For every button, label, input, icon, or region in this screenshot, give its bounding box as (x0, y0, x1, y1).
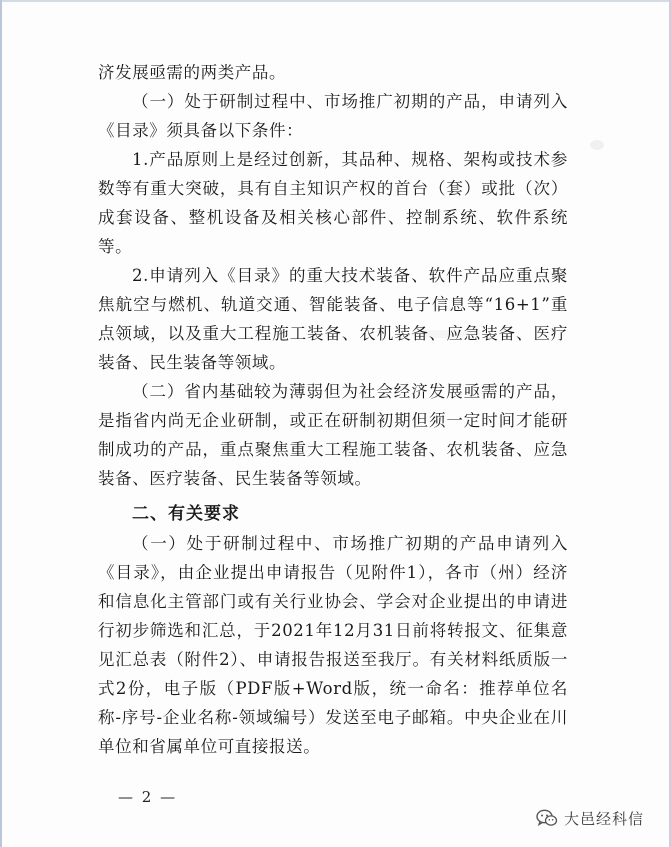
body-paragraph: 济发展亟需的两类产品。 (98, 63, 287, 82)
body-paragraph: （二）省内基础较为薄弱但为社会经济发展亟需的产品，是指省内尚无企业研制，或正在研制初期但须一定时间才能研制成功的产品，重点聚焦重大工程施工装备、农机装备、应急装备、医疗装备、民生装备等领域。 (98, 382, 568, 488)
body-paragraph: 2.申请列入《目录》的重大技术装备、软件产品应重点聚焦航空与燃机、轨道交通、智能装备、电子信息等“16+1”重点领域，以及重大工程施工装备、农机装备、应急装备、医疗装备、民生装备等领域。 (98, 266, 568, 372)
watermark-label: 大邑经科信 (564, 809, 645, 828)
body-paragraph: （一）处于研制过程中、市场推广初期的产品申请列入《目录》，由企业提出申请报告（见附件1），各市（州）经济和信息化主管部门或有关行业协会、学会对企业提出的申请进行初步筛选和汇总，于2021年12月31日前将转报文、征集意见汇总表（附件2）、申请报告报送至我厅。有关材料纸质版一式2份，电子版（PDF版+Word版，统一命名：推荐单位名称-序号-企业名称-领域编号）发送至电子邮箱。中央企业在川单位和省属单位可直接报送。 (98, 534, 568, 756)
wechat-icon (536, 809, 558, 827)
page-border-left (0, 0, 2, 847)
page-number: — 2 — (118, 788, 178, 806)
body-paragraph: 1.产品原则上是经过创新，其品种、规格、架构或技术参数等有重大突破，具有自主知识产权的首台（套）或批（次）成套设备、整机设备及相关核心部件、控制系统、软件系统等。 (98, 150, 568, 256)
section-heading: 二、有关要求 (132, 504, 240, 524)
document-body (98, 58, 568, 761)
watermark (536, 806, 644, 830)
body-paragraph: （一）处于研制过程中、市场推广初期的产品，申请列入《目录》须具备以下条件： (98, 92, 568, 140)
page-border-top (0, 0, 671, 2)
scan-speck (590, 140, 604, 150)
